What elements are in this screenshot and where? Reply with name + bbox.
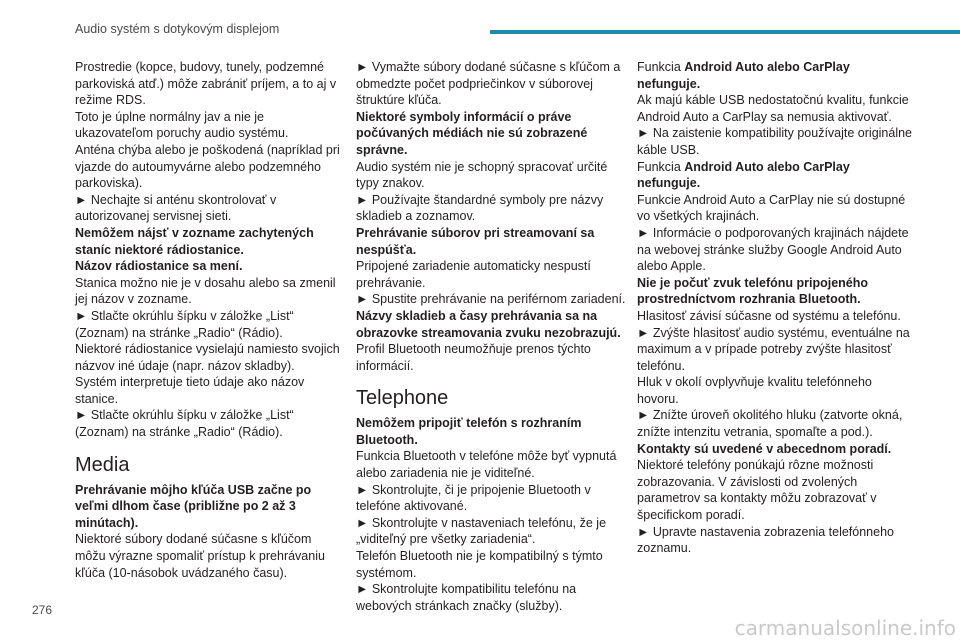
body-paragraph: ► Skontrolujte kompatibilitu telefónu na webových stránkach značky (služby). [356,582,577,613]
issue-heading-bold: Android Auto alebo CarPlay nefunguje. [637,60,850,91]
body-paragraph: ► Nechajte si anténu skontrolovať v autorizovanej servisnej sieti. [75,192,277,224]
issue-heading-prefix: Funkcia [637,60,685,74]
issue-heading: Prehrávanie súborov pri streamovaní sa nespúšťa. [356,225,595,257]
section-heading: Telephone [356,387,449,410]
issue-heading-prefix: Funkcia [637,159,685,174]
issue-heading: Názvy skladieb a časy prehrávania sa na obrazovke streamovania zvuku nezobrazujú. [356,308,621,340]
body-paragraph: Pripojené zariadenie automaticky nespustí prehrávanie. [356,259,591,290]
header-accent-bar [490,30,960,34]
issue-heading: Nemôžem nájsť v zozname zachytených staníc niektoré rádiostanice. [75,225,314,257]
running-header: Audio systém s dotykovým displejom [75,22,280,36]
body-paragraph: ► Informácie o podporovaných krajinách nájdete na webovej stránke služby Google Android Auto alebo Apple. [637,225,909,274]
column-2 [356,59,626,614]
body-paragraph: ► Používajte štandardné symboly pre názvy skladieb a zoznamov. [356,192,604,224]
body-paragraph: ► Znížte úroveň okolitého hluku (zatvorte okná, znížte intenzitu vetrania, spomaľte a pod.). [637,408,903,440]
issue-heading-bold: Android Auto alebo CarPlay nefunguje. [637,159,850,191]
body-paragraph: Niektoré telefóny ponúkajú rôzne možnosti zobrazovania. V závislosti od zvolených parametrov sa kontakty môžu zobrazovať v špecifickom poradí. [637,458,877,523]
body-paragraph: Toto je úplne normálny jav a nie je ukazovateľom poruchy audio systému. [75,109,289,141]
body-paragraph: ► Na zaistenie kompatibility používajte originálne káble USB. [637,126,913,157]
issue-heading: Prehrávanie môjho kľúča USB začne po veľmi dlhom čase (približne po 2 až 3 minútach). [75,482,312,530]
body-paragraph: Niektoré súbory dodané súčasne s kľúčom môžu výrazne spomaliť prístup k prehrávaniu kľúča (10-násobok uvádzaného času). [75,532,325,580]
column-3 [637,59,912,557]
body-paragraph: ► Stlačte okrúhlu šípku v záložke „List“ (Zoznam) na stránke „Radio“ (Rádio). [75,308,294,340]
page-number: 276 [32,603,53,617]
body-paragraph: ► Upravte nastavenia zobrazenia telefónneho zoznamu. [637,524,894,556]
issue-heading: Nemôžem pripojiť telefón s rozhraním Bluetooth. [356,416,582,447]
body-paragraph: ► Zvýšte hlasitosť audio systému, eventuálne na maximum a v prípade potreby zvýšte hlasitosť telefónu. [637,325,910,373]
body-paragraph: ► Skontrolujte, či je pripojenie Bluetooth v telefóne aktivované. [356,482,591,514]
issue-heading [637,159,912,192]
issue-heading: Kontakty sú uvedené v abecednom poradí. [637,441,892,456]
issue-heading [637,59,912,92]
section-heading: Media [75,453,130,476]
column-1 [75,59,345,581]
body-paragraph: Hlasitosť závisí súčasne od systému a telefónu. [637,308,901,323]
watermark: carmanualsonline.info [734,616,956,640]
issue-heading: Nie je počuť zvuk telefónu pripojeného prostredníctvom rozhrania Bluetooth. [637,275,869,307]
body-paragraph: ► Vymažte súbory dodané súčasne s kľúčom a obmedzte počet podpriečinkov v súborovej štruktúre kľúča. [356,60,621,108]
body-paragraph: ► Skontrolujte v nastaveniach telefónu, že je „viditeľný pre všetky zariadenia“. [356,515,607,547]
body-paragraph: Prostredie (kopce, budovy, tunely, podzemné parkoviská atď.) môže zabrániť príjem, a to aj v režime RDS. [75,60,337,108]
body-paragraph: Stanica možno nie je v dosahu alebo sa zmenil jej názov v zozname. [75,275,336,307]
body-paragraph: Niektoré rádiostanice vysielajú namiesto svojich názvov iné údaje (napr. názov skladby). [75,342,340,373]
body-paragraph: Ak majú káble USB nedostatočnú kvalitu, funkcie Android Auto a CarPlay sa nemusia aktivovať. [637,93,909,124]
issue-heading: Niektoré symboly informácií o práve počúvaných médiách nie sú zobrazené správne. [356,109,588,157]
body-paragraph: Funkcia Bluetooth v telefóne môže byť vypnutá alebo zariadenia nie je viditeľné. [356,449,617,481]
body-paragraph: Funkcie Android Auto a CarPlay nie sú dostupné vo všetkých krajinách. [637,192,906,224]
body-paragraph: Systém interpretuje tieto údaje ako názov stanice. [75,375,305,406]
body-paragraph: Telefón Bluetooth nie je kompatibilný s týmto systémom. [356,549,603,580]
body-paragraph: Anténa chýba alebo je poškodená (napríklad pri vjazde do autoumyvárne alebo podzemného parkoviska). [75,142,340,191]
body-paragraph: Hluk v okolí ovplyvňuje kvalitu telefónneho hovoru. [637,375,872,406]
body-paragraph: ► Stlačte okrúhlu šípku v záložke „List“ (Zoznam) na stránke „Radio“ (Rádio). [75,408,294,440]
body-paragraph: ► Spustite prehrávanie na periférnom zariadení. [356,292,626,307]
body-paragraph: Profil Bluetooth neumožňuje prenos týchto informácií. [356,342,591,373]
body-paragraph: Audio systém nie je schopný spracovať určité typy znakov. [356,159,608,191]
issue-heading: Názov rádiostanice sa mení. [75,259,243,274]
